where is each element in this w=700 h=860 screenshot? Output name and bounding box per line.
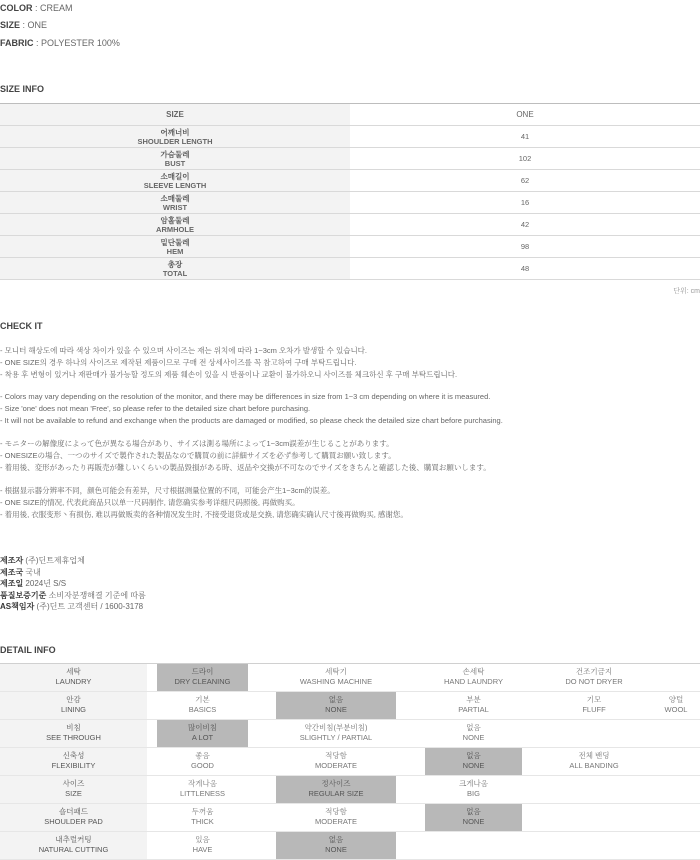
option-en: A LOT <box>191 733 214 742</box>
option-ko: 양털 <box>668 695 684 704</box>
check-line: - ONESIZEの場合、一つのサイズで製作された製品なので購買の前に詳細サイズを必ず参考して購買お願い致します。 <box>0 451 396 460</box>
detail-label-en: SIZE <box>65 789 82 798</box>
detail-option <box>425 692 522 719</box>
size-row-ko: 가슴둘레 <box>160 149 190 159</box>
check-line: - Size 'one' does not mean 'Free', so please refer to the detailed size chart before purchasing. <box>0 404 311 413</box>
size-row-en: WRIST <box>162 202 188 212</box>
size-table <box>0 103 700 280</box>
size-info-title: SIZE INFO <box>0 84 45 94</box>
detail-option-selected <box>425 748 522 775</box>
detail-option <box>548 664 640 691</box>
option-ko: 없음 <box>466 807 481 816</box>
maker-label: 제조국 <box>0 568 24 577</box>
check-line: - It will not be available to refund and exchange when the products are damaged or modified, so please check the detailed size chart before purchasing. <box>0 416 503 425</box>
size-row-value: 42 <box>350 214 700 236</box>
option-ko: 있음 <box>195 835 210 844</box>
detail-label-ko: 신축성 <box>62 751 85 760</box>
option-ko: 세탁기 <box>325 667 347 676</box>
maker-label: 품질보증기준 <box>0 591 47 600</box>
detail-label-ko: 세탁 <box>66 667 81 676</box>
option-en: FLUFF <box>582 705 606 714</box>
option-en: NONE <box>462 733 485 742</box>
detail-option-selected <box>425 804 522 831</box>
option-en: THICK <box>191 817 214 826</box>
spec-fabric-label: FABRIC <box>0 38 34 48</box>
option-ko: 두꺼움 <box>191 807 214 816</box>
spec-size-value: : ONE <box>22 20 48 30</box>
detail-option-selected <box>276 692 396 719</box>
detail-option-selected <box>157 720 248 747</box>
maker-row <box>0 590 146 601</box>
detail-option <box>157 776 248 803</box>
check-line: - 모니터 해상도에 따라 색상 차이가 있을 수 있으며 사이즈는 재는 위치에 따라 1~3cm 오차가 발생할 수 있습니다. <box>0 346 368 355</box>
maker-row <box>0 601 143 612</box>
table-row <box>0 236 700 258</box>
option-en: NONE <box>325 845 347 854</box>
size-row-ko: 어깨너비 <box>160 127 190 137</box>
option-ko: 좋음 <box>195 751 210 760</box>
detail-table <box>0 663 700 860</box>
option-en: DRY CLEANING <box>174 677 231 686</box>
option-ko: 기모 <box>586 695 602 704</box>
detail-info-title: DETAIL INFO <box>0 645 56 655</box>
option-en: MODERATE <box>315 817 357 826</box>
size-row-value: 102 <box>350 148 700 170</box>
detail-option <box>276 664 396 691</box>
detail-option <box>425 664 522 691</box>
detail-label <box>0 776 147 803</box>
option-ko: 없음 <box>466 751 481 760</box>
option-ko: 작게나옴 <box>188 779 217 788</box>
maker-row <box>0 555 85 566</box>
option-ko: 드라이 <box>191 667 214 676</box>
option-en: SLIGHTLY / PARTIAL <box>299 733 373 742</box>
maker-value: (주)딘트제휴업체 <box>25 556 85 565</box>
option-en: ALL BANDING <box>569 761 619 770</box>
size-row-label <box>0 192 350 214</box>
detail-label-en: NATURAL CUTTING <box>38 845 109 854</box>
detail-option <box>425 720 522 747</box>
option-en: NONE <box>325 705 347 714</box>
check-line: - 着用後、変形があったり再販売が難しいくらいの製品毀損がある時、返品や交換が不可なのでサイズをきちんと確認した後、購買お願いします。 <box>0 463 491 472</box>
option-en: REGULAR SIZE <box>308 789 364 798</box>
option-ko: 건조기금지 <box>575 667 613 676</box>
maker-value: (주)딘트 고객센터 / 1600-3178 <box>36 602 144 611</box>
option-en: WASHING MACHINE <box>299 677 373 686</box>
size-row-en: ARMHOLE <box>156 224 194 234</box>
table-row <box>0 214 700 236</box>
table-row <box>0 258 700 280</box>
detail-row-flexibility <box>0 748 700 776</box>
option-ko: 손세탁 <box>462 667 485 676</box>
detail-option-selected <box>157 664 248 691</box>
option-en: DO NOT DRYER <box>565 677 623 686</box>
detail-label <box>0 692 147 719</box>
option-en: WOOL <box>664 705 688 714</box>
detail-option <box>276 720 396 747</box>
detail-option <box>276 748 396 775</box>
size-row-ko: 소매길이 <box>160 171 190 181</box>
detail-option <box>548 692 640 719</box>
size-row-value: 16 <box>350 192 700 214</box>
detail-option <box>425 776 522 803</box>
size-row-label <box>0 214 350 236</box>
detail-option <box>548 748 640 775</box>
detail-option-selected <box>276 776 396 803</box>
option-ko: 없음 <box>328 835 344 844</box>
spec-color-label: COLOR <box>0 3 33 13</box>
detail-option <box>157 692 248 719</box>
detail-label-ko: 비침 <box>66 723 81 732</box>
option-en: NONE <box>462 817 485 826</box>
size-row-en: SLEEVE LENGTH <box>143 180 207 190</box>
check-line: - 着用後, 衣服变形丶有损伤, 难以再做贩卖的各种情况发生时, 不接受退货或是交换, 请您确实确认尺寸後再做购买, 感谢您。 <box>0 510 408 519</box>
detail-row-size <box>0 776 700 804</box>
size-row-en: TOTAL <box>162 268 188 278</box>
size-row-value: 98 <box>350 236 700 258</box>
option-ko: 부분 <box>466 695 481 704</box>
table-row <box>0 192 700 214</box>
table-row <box>0 148 700 170</box>
detail-label <box>0 748 147 775</box>
detail-label-en: SHOULDER PAD <box>44 817 103 826</box>
check-line: - ONE SIZE의 경우 하나의 사이즈로 제작된 제품이므로 구매 전 상세사이즈를 꼭 참고하여 구매 부탁드립니다. <box>0 358 357 367</box>
detail-label-ko: 내추럴커팅 <box>55 835 92 844</box>
option-en: HAVE <box>192 845 213 854</box>
table-row <box>0 126 700 148</box>
check-line: - 根据显示器分辨率不同，颜色可能会有差异，尺寸根据测量位置的不同，可能会产生1~3cm的误差。 <box>0 486 335 495</box>
option-ko: 크게나옴 <box>459 779 488 788</box>
detail-label <box>0 720 147 747</box>
spec-fabric-value: : POLYESTER 100% <box>36 38 120 48</box>
maker-label: 제조일 <box>0 579 24 588</box>
detail-label <box>0 832 147 859</box>
size-row-value: 41 <box>350 126 700 148</box>
detail-label-ko: 숄더패드 <box>59 807 88 816</box>
check-it-title: CHECK IT <box>0 321 43 331</box>
detail-option <box>276 804 396 831</box>
size-header-col: ONE <box>350 104 700 126</box>
size-row-ko: 소매둘레 <box>160 193 190 203</box>
detail-label <box>0 804 147 831</box>
size-table-header <box>0 104 700 126</box>
detail-label-ko: 안감 <box>66 695 81 704</box>
option-en: MODERATE <box>315 761 357 770</box>
detail-option <box>652 692 700 719</box>
option-ko: 전체 밴딩 <box>578 751 610 760</box>
detail-option <box>157 832 248 859</box>
size-row-ko: 총장 <box>167 259 183 269</box>
size-header-label: SIZE <box>0 104 350 126</box>
table-row <box>0 170 700 192</box>
size-row-en: HEM <box>166 246 184 256</box>
option-en: BIG <box>467 789 480 798</box>
size-row-ko: 암홀둘레 <box>160 215 190 225</box>
spec-color-value: : CREAM <box>35 3 73 13</box>
detail-row-laundry <box>0 663 700 692</box>
size-row-label <box>0 170 350 192</box>
spec-size <box>0 20 47 30</box>
size-row-label <box>0 126 350 148</box>
detail-row-shoulder-pad <box>0 804 700 832</box>
check-line: - ONE SIZE的情况, 代表此商品只以单一尺码制作, 请您确实参考详细尺码照後, 再做购买。 <box>0 498 300 507</box>
size-row-value: 62 <box>350 170 700 192</box>
maker-value: 국내 <box>25 568 41 577</box>
detail-label <box>0 664 147 691</box>
check-line: - モニターの解像度によって色が異なる場合があり、サイズは測る場所によって1~3cm誤差が生じることがあります。 <box>0 439 394 448</box>
spec-color <box>0 3 73 13</box>
size-unit: 단위: cm <box>673 288 700 295</box>
option-en: HAND LAUNDRY <box>443 677 504 686</box>
detail-option-selected <box>276 832 396 859</box>
detail-option <box>157 804 248 831</box>
detail-row-lining <box>0 692 700 720</box>
size-row-label <box>0 236 350 258</box>
option-ko: 없음 <box>466 723 481 732</box>
detail-label-en: LAUNDRY <box>55 677 92 686</box>
detail-option <box>157 748 248 775</box>
check-line: - 착용 후 변형이 있거나 재판매가 불가능할 정도의 제품 훼손이 있을 시 반품이나 교환이 불가하오니 사이즈를 체크하신 후 구매 부탁드립니다. <box>0 370 458 379</box>
option-en: BASICS <box>188 705 217 714</box>
option-ko: 기본 <box>195 695 210 704</box>
option-ko: 많이비침 <box>188 723 217 732</box>
spec-size-label: SIZE <box>0 20 21 30</box>
detail-label-ko: 사이즈 <box>62 779 85 788</box>
option-ko: 없음 <box>328 695 344 704</box>
detail-label-en: FLEXIBILITY <box>51 761 96 770</box>
option-en: LITTLENESS <box>179 789 225 798</box>
size-row-ko: 밑단둘레 <box>160 237 190 247</box>
option-en: GOOD <box>191 761 214 770</box>
detail-label-en: LINING <box>60 705 86 714</box>
option-ko: 적당함 <box>325 751 347 760</box>
option-ko: 적당함 <box>325 807 347 816</box>
maker-label: AS책임자 <box>0 602 35 611</box>
detail-row-see-through <box>0 720 700 748</box>
option-ko: 약간비침(부분비침) <box>304 723 368 732</box>
maker-row <box>0 567 41 578</box>
size-row-en: BUST <box>164 158 186 168</box>
option-ko: 정사이즈 <box>321 779 351 788</box>
detail-label-en: SEE THROUGH <box>46 733 101 742</box>
size-row-label <box>0 148 350 170</box>
size-row-label <box>0 258 350 280</box>
spec-fabric <box>0 38 120 48</box>
maker-value: 2024년 S/S <box>25 579 67 588</box>
maker-label: 제조자 <box>0 556 24 565</box>
maker-value: 소비자분쟁해결 기준에 따름 <box>48 591 146 600</box>
check-line: - Colors may vary depending on the resolution of the monitor, and there may be differences in size from 1~3 cm depending on where it is measured. <box>0 392 491 401</box>
option-en: PARTIAL <box>458 705 489 714</box>
option-en: NONE <box>462 761 485 770</box>
maker-row <box>0 578 66 589</box>
size-row-en: SHOULDER LENGTH <box>137 136 213 146</box>
size-row-value: 48 <box>350 258 700 280</box>
detail-row-natural-cutting <box>0 832 700 860</box>
